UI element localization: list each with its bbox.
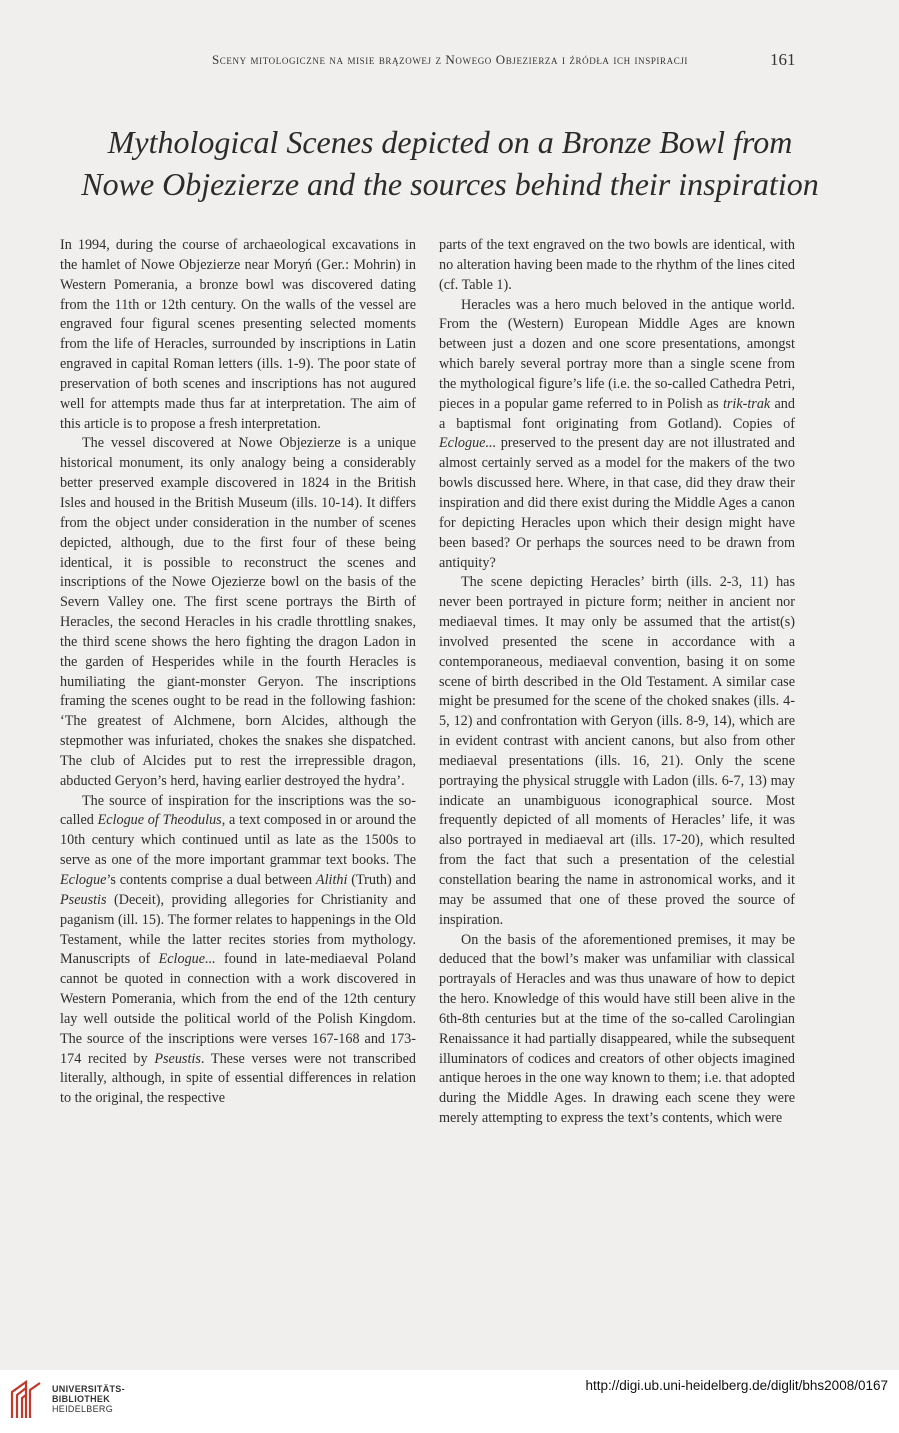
article-title-line-1: Mythological Scenes depicted on a Bronze Bowl from xyxy=(107,124,793,160)
library-logo-icon xyxy=(8,1378,44,1420)
paragraph: The scene depicting Heracles’ birth (ills. 2-3, 11) has never been portrayed in picture form; neither in ancient nor mediaeval times. It may only be assumed that the artist(s) involved presented the scene in accordance with a contemporaneous, mediaeval convention, basing it on some scene of birth described in the Old Testament. A similar case might be presumed for the scene of the choked snakes (ills. 4-5, 12) and confrontation with Geryon (ills. 8-9, 14), which are in evident contrast with ancient canons, but also from other mediaeval presentations (ills. 16, 21). Only the scene portraying the physical struggle with Ladon (ills. 6-7, 13) may indicate an unambiguous iconographical source. Most frequently depicted of all moments of Heracles’ life, it was also portrayed in mediaeval art (ills. 17-20), which resulted from the fact that such a presentation of the celestial constellation bearing the name in astronomical works, and it may be assumed that one of these proved the source of inspiration. xyxy=(439,574,795,928)
article-title xyxy=(40,121,860,205)
paragraph: Heracles was a hero much beloved in the antique world. From the (Western) European Middle Ages are known between just a dozen and one score presentations, amongst which barely several portray more than a single scene from the mythological figure’s life (i.e. the so-called Cathedra Petri, pieces in a popular game referred to in Polish as trik-trak and a baptismal font originating from Gotland). Copies of Eclogue... preserved to the present day are not illustrated and almost certainly served as a model for the makers of the two bowls discussed here. Where, in that case, did they draw their inspiration and did there exist during the Middle Ages a canon for depicting Heracles upon which their design might have been based? Or perhaps the sources need to be drawn from antiquity? xyxy=(439,296,795,571)
right-column xyxy=(439,236,795,1129)
left-column xyxy=(60,236,416,1109)
paragraph: The vessel discovered at Nowe Objezierze is a unique historical monument, its only analogy being a considerably better preserved example discovered in 1824 in the British Isles and housed in the British Museum (ills. 10-14). It differs from the object under consideration in the number of scenes depicted, although, due to the first four of these being identical, it is possible to reconstruct the scenes and inscriptions of the Nowe Ojezierze bowl on the basis of the Severn Valley one. The first scene portrays the Birth of Heracles, the second Heracles in his cradle throttling snakes, the third scene shows the hero fighting the dragon Ladon in the garden of Hesperides while in the fourth Heracles is humiliating the giant-monster Geryon. The inscriptions framing the scenes ought to be read in the following fashion: ‘The greatest of Alchmene, born Alcides, although the stepmother was infuriated, chokes the snakes she dispatched. The club of Alcides put to rest the irrepressible dragon, abducted Geryon’s herd, having earlier destroyed the hydra’. xyxy=(60,435,416,789)
article-title-line-2: Nowe Objezierze and the sources behind their inspiration xyxy=(81,166,819,202)
paragraph: On the basis of the aforementioned premises, it may be deduced that the bowl’s maker was unfamiliar with classical portrayals of Heracles and was thus unaware of how to depict the hero. Knowledge of this would have still been alive in the 6th-8th centuries but at the time of the so-called Carolingian Renaissance it had partially disappeared, while the subsequent illuminators of codices and creators of other objects imagined antique heroes in the one way known to them; i.e. that adopted during the Middle Ages. In drawing each scene they were merely attempting to express the text’s contents, which were xyxy=(439,931,795,1127)
footer-bar xyxy=(0,1370,899,1433)
running-head: Sceny mitologiczne na misie brązowej z Nowego Objezierza i źródła ich inspiracji xyxy=(211,52,689,67)
paragraph: In 1994, during the course of archaeological excavations in the hamlet of Nowe Objezierze near Moryń (Ger.: Mohrin) in Western Pomerania, a bronze bowl was discovered dating from the 11th or 12th century. On the walls of the vessel are engraved four figural scenes presenting selected moments from the life of Heracles, surrounded by inscriptions in Latin engraved in capital Roman letters (ills. 1-9). The poor state of preservation of both scenes and inscriptions has not augured well for attempts made thus far at interpretation. The aim of this article is to propose a fresh interpretation. xyxy=(60,237,416,432)
page-number: 161 xyxy=(770,50,796,69)
paragraph: The source of inspiration for the inscriptions was the so-called Eclogue of Theodulus, a text composed in or around the 10th century which continued until as late as the 1500s to serve as one of the more important grammar text books. The Eclogue’s contents comprise a dual between Alithi (Truth) and Pseustis (Deceit), providing allegories for Christianity and paganism (ill. 15). The former relates to happenings in the Old Testament, while the latter recites stories from mythology. Manuscripts of Eclogue... found in late-mediaeval Poland cannot be quoted in connection with a work discovered in Western Pomerania, which from the end of the 12th century lay well outside the political world of the Polish Kingdom. The source of the inscriptions were verses 167-168 and 173-174 recited by Pseustis. These verses were not transcribed literally, although, in spite of essential differences in relation to the original, the respective xyxy=(60,792,417,1107)
library-logo-text: UNIVERSITÄTS- BIBLIOTHEK HEIDELBERG xyxy=(52,1384,125,1414)
paragraph: parts of the text engraved on the two bowls are identical, with no alteration having been made to the rhythm of the lines cited (cf. Table 1). xyxy=(439,237,795,293)
source-url-link[interactable]: http://digi.ub.uni-heidelberg.de/diglit/bhs2008/0167 xyxy=(585,1378,888,1393)
